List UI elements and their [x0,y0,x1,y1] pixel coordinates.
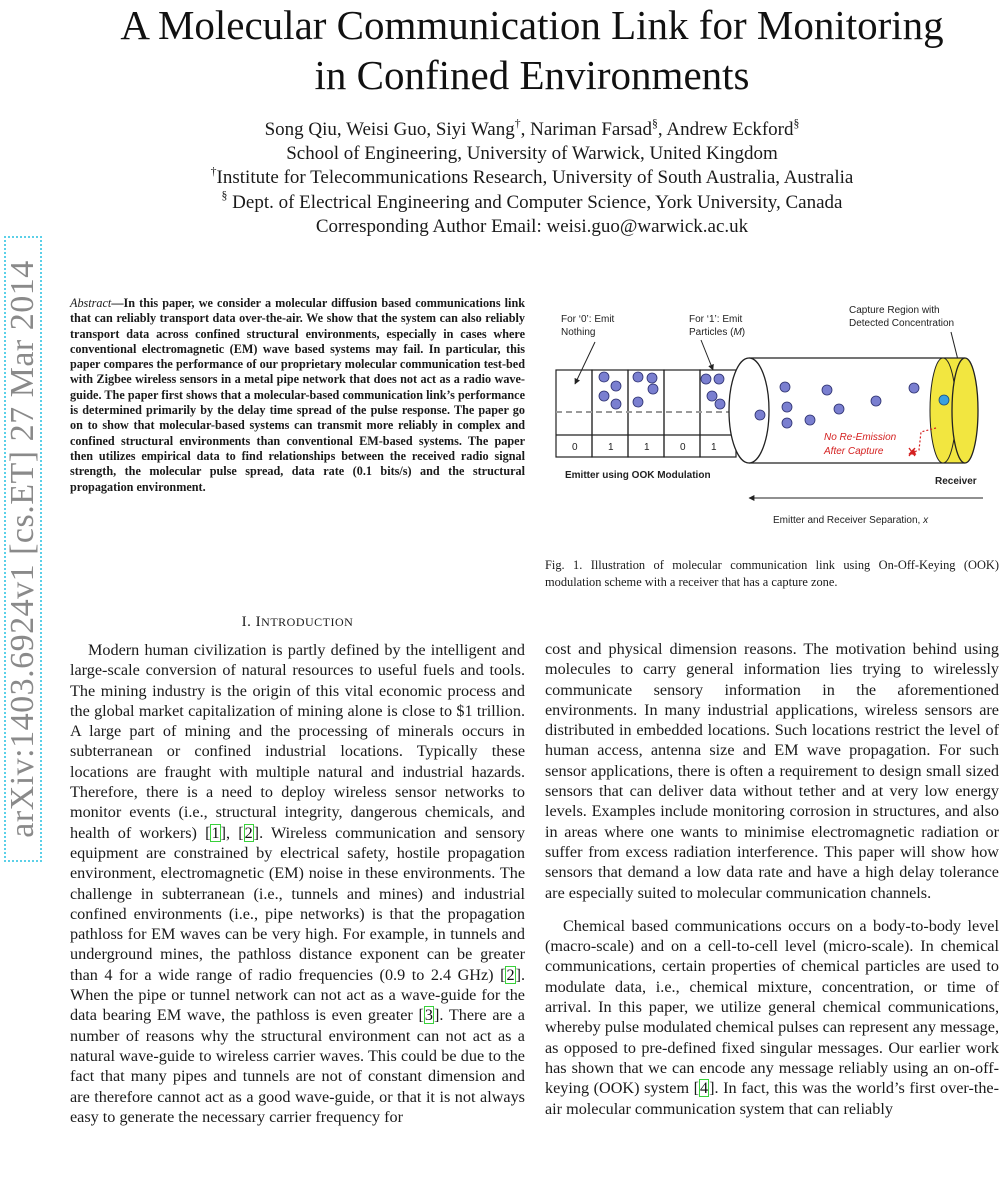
body-text: . There are a number of reasons why the structural environment can not act as a natural wave-guide to wireless carrier waves. This could be due to the fact that many pipes and tunnels are not of constant dimension and are therefore cannot act as a good wave-guide, or that it is not always easy to generate the necessary carrier frequency for [70,1006,525,1126]
citation-1[interactable]: 1 [211,823,220,842]
particle [633,397,643,407]
cite-bracket: ] [253,823,260,842]
bit-5: 1 [711,442,717,453]
affil-mark: § [221,189,228,203]
body-text: , [225,823,239,842]
author-names [60,118,1000,142]
citation-4[interactable]: 4 [700,1079,709,1098]
cite-bracket: ] [709,1079,715,1098]
particle [611,399,621,409]
citation-2[interactable]: 2 [244,823,253,842]
label-capture-1: Capture Region with [849,305,940,316]
body-text: . Wireless communication and sensory equipment are constrained by electrical safety, hostile propagation environment, electromagnetic (EM) noise in these environments. The challenge in subterranean (i.e., tunnels and mines) and industrial confined environments (i.e., pipe networks) is that the propagation pathloss for EM waves can be very high. For example, in tunnels and underground mines, the pathloss distance exponent can be greater than 4 for a wide range of radio frequencies (0.9 to 2.4 GHz) [70,823,526,984]
citation-2[interactable]: 2 [506,965,515,984]
affil-mark: § [652,116,658,130]
section-numeral: I. I [241,614,262,630]
particle [715,399,725,409]
particle [714,374,724,384]
particle [611,381,621,391]
cite-bracket: [ [500,965,506,984]
particle [647,373,657,383]
label-emit-one-2b: ) [741,327,746,338]
right-column [545,639,999,1119]
particle [648,384,658,394]
particle [755,410,765,420]
title-line-1: A Molecular Communication Link for Monitoring [120,2,944,48]
affil-text: Dept. of Electrical Engineering and Computer Science, York University, Canada [227,191,843,213]
intro-paragraph-1 [70,640,525,1127]
author-names-part: , Andrew Eckford [657,119,794,140]
label-separation [773,515,929,526]
pipe-particles [755,382,919,428]
particle [782,402,792,412]
affil-text: Institute for Telecommunications Research, University of South Australia, Australia [216,167,854,189]
author-names-part: Song Qiu, Weisi Guo, Siyi Wang [264,119,515,140]
capture-zone-end [952,358,978,463]
figure-1-diagram [553,300,1000,532]
pointer-arrow-one [701,340,713,370]
section-title: NTRODUCTION [261,615,354,629]
particle [805,415,815,425]
label-emit-one-m: M [733,327,742,338]
arxiv-stamp [4,236,42,862]
particle [871,396,881,406]
particle [822,385,832,395]
label-emitter: Emitter using OOK Modulation [565,470,711,481]
label-emit-zero-2: Nothing [561,327,596,338]
bit-1: 0 [572,442,578,453]
body-text: Modern human civilization is partly defined by the intelligent and large-scale conversion of natural resources to useful fuels and tools. The mining industry is the origin of this vital economic process and the global market capitalization of mining alone is close to $1 trillion. A large part of mining and the processing of minerals occurs in subterranean or confined industrial locations. Typically these locations are fraught with multiple natural and industrial hazards. Therefore, there is a need to deploy wireless sensor networks to monitor events (i.e., structural integrity, dangerous chemicals, and health of workers) [70,641,525,842]
pipe-opening [729,358,769,463]
body-text: Chemical based communications occurs on a body-to-body level (macro-scale) and on a cell-to-cell level (micro-scale). In chemical communications, certain properties of chemical particles are used to modulate data, i.e., chemical mixture, concentration, or time of arrival. In this paper, we utilize general chemical communications, whereby pulse modulated chemical pulses can represent any message, as opposed to pre-defined fixed singular messages. Our earlier work has shown that we can encode any message reliably using an on-off-keying (OOK) system [545,916,999,1098]
figure-1 [553,300,1000,532]
body-text: . In fact, this was the world’s first over-the-air molecular communication system that can reliably [545,1079,1000,1118]
title-line-2: in Confined Environments [314,52,750,98]
particle [909,383,919,393]
particle [834,404,844,414]
author-names-part: , Nariman Farsad [520,119,652,140]
affiliation-york [60,191,1000,215]
cite-bracket: ] [220,823,226,842]
particle [633,372,643,382]
label-emit-one-1: For ‘1’: Emit [689,314,743,325]
particle [780,382,790,392]
label-no-reemission-2: After Capture [824,446,884,457]
section-heading-introduction [70,614,525,631]
figure-1-caption [545,557,999,591]
particle [707,391,717,401]
label-separation-var: x [923,515,929,526]
abstract [70,296,525,495]
paper-title [60,0,1000,100]
intro-paragraph-2: cost and physical dimension reasons. The motivation behind using molecules to carry general information lies trying to wirelessly communicate sensory information in the aforementioned environments. In many industrial applications, wireless sensors are distributed in embedded locations. Such locations restrict the level of human access, antenna size and EM wave propagation. For such sensor applications, there is often a requirement to design small sized sensors that can deliver data without tether and at very low energy levels. Examples include monitoring corrosion in structures, and also in areas where one wants to minimise electromagnetic radiation or suffer from excess radiation interference. This paper will show how sensors that demand a low data rate and have a high delay tolerance are especially suited to molecular communication channels. [545,640,999,902]
abstract-text: —In this paper, we consider a molecular diffusion based communications link that can reliably transport data over-the-air. We show that the system can also reliably transport data across confined structural environments, especially in cases where conventional electromagnetic (EM) wave based systems may fail. In particular, this paper compares the performance of our proprietary molecular communication test-bed with Zigbee wireless sensors in a metal pipe network that does not act as a radio wave-guide. The paper first shows that a molecular-based communication link’s performance is determined primarily by the delay time spread of the pulse response. The paper go on to show that molecular-based systems can transmit more reliably in complex and confined structural environments than conventional EM-based systems. The paper then utilizes empirical data to find relationships between the received radio signal strength, the molecular pulse spread, data rate (0.1 bits/s) and the structural propagation environment. [70,296,525,494]
captured-particle [939,395,949,405]
label-emit-zero-1: For ‘0’: Emit [561,314,615,325]
cite-bracket: [ [693,1079,700,1098]
cite-bracket: ] [434,1006,440,1025]
corresponding-email: Corresponding Author Email: weisi.guo@warwick.ac.uk [315,215,749,237]
affil-mark: † [514,116,521,130]
affil-mark: § [793,116,800,130]
label-receiver: Receiver [935,476,977,487]
particle [599,391,609,401]
cite-bracket: [ [418,1006,424,1025]
bit-4: 0 [680,442,686,453]
caption-text: Illustration of molecular communication link using On-Off-Keying (OOK) modulation scheme with a receiver that has a capture zone. [545,558,999,589]
label-no-reemission-1: No Re-Emission [824,432,897,443]
body-text: . When the pipe or tunnel network can not act as a wave-guide for the data bearing EM wave, the pathloss is even greater [70,965,525,1025]
author-block [60,118,1000,239]
citation-3[interactable]: 3 [424,1006,434,1025]
label-separation-text: Emitter and Receiver Separation, [773,515,924,526]
label-emit-one-2a: Particles ( [689,327,734,338]
label-capture-2: Detected Concentration [849,318,955,329]
reemission-blocked-mark [909,448,915,456]
particle [599,372,609,382]
affiliation-warwick: School of Engineering, University of Warwick, United Kingdom [286,143,778,165]
caption-label: Fig. 1. [545,558,583,572]
left-column [70,640,525,1127]
cite-bracket: ] [515,965,521,984]
bit-3: 1 [644,442,650,453]
label-emit-one-2 [689,327,745,338]
cite-bracket: [ [205,823,211,842]
abstract-label: Abstract [70,296,112,310]
particle [701,374,711,384]
affil-mark: † [210,164,217,178]
bit-2: 1 [608,442,614,453]
emitter-particles [599,372,725,409]
affiliation-unisa [60,166,1000,190]
intro-paragraph-3 [545,916,999,1119]
cite-bracket: [ [238,823,244,842]
particle [782,418,792,428]
arxiv-id: arXiv:1403.6924v1 [cs.ET] 27 Mar 2014 [4,260,41,838]
